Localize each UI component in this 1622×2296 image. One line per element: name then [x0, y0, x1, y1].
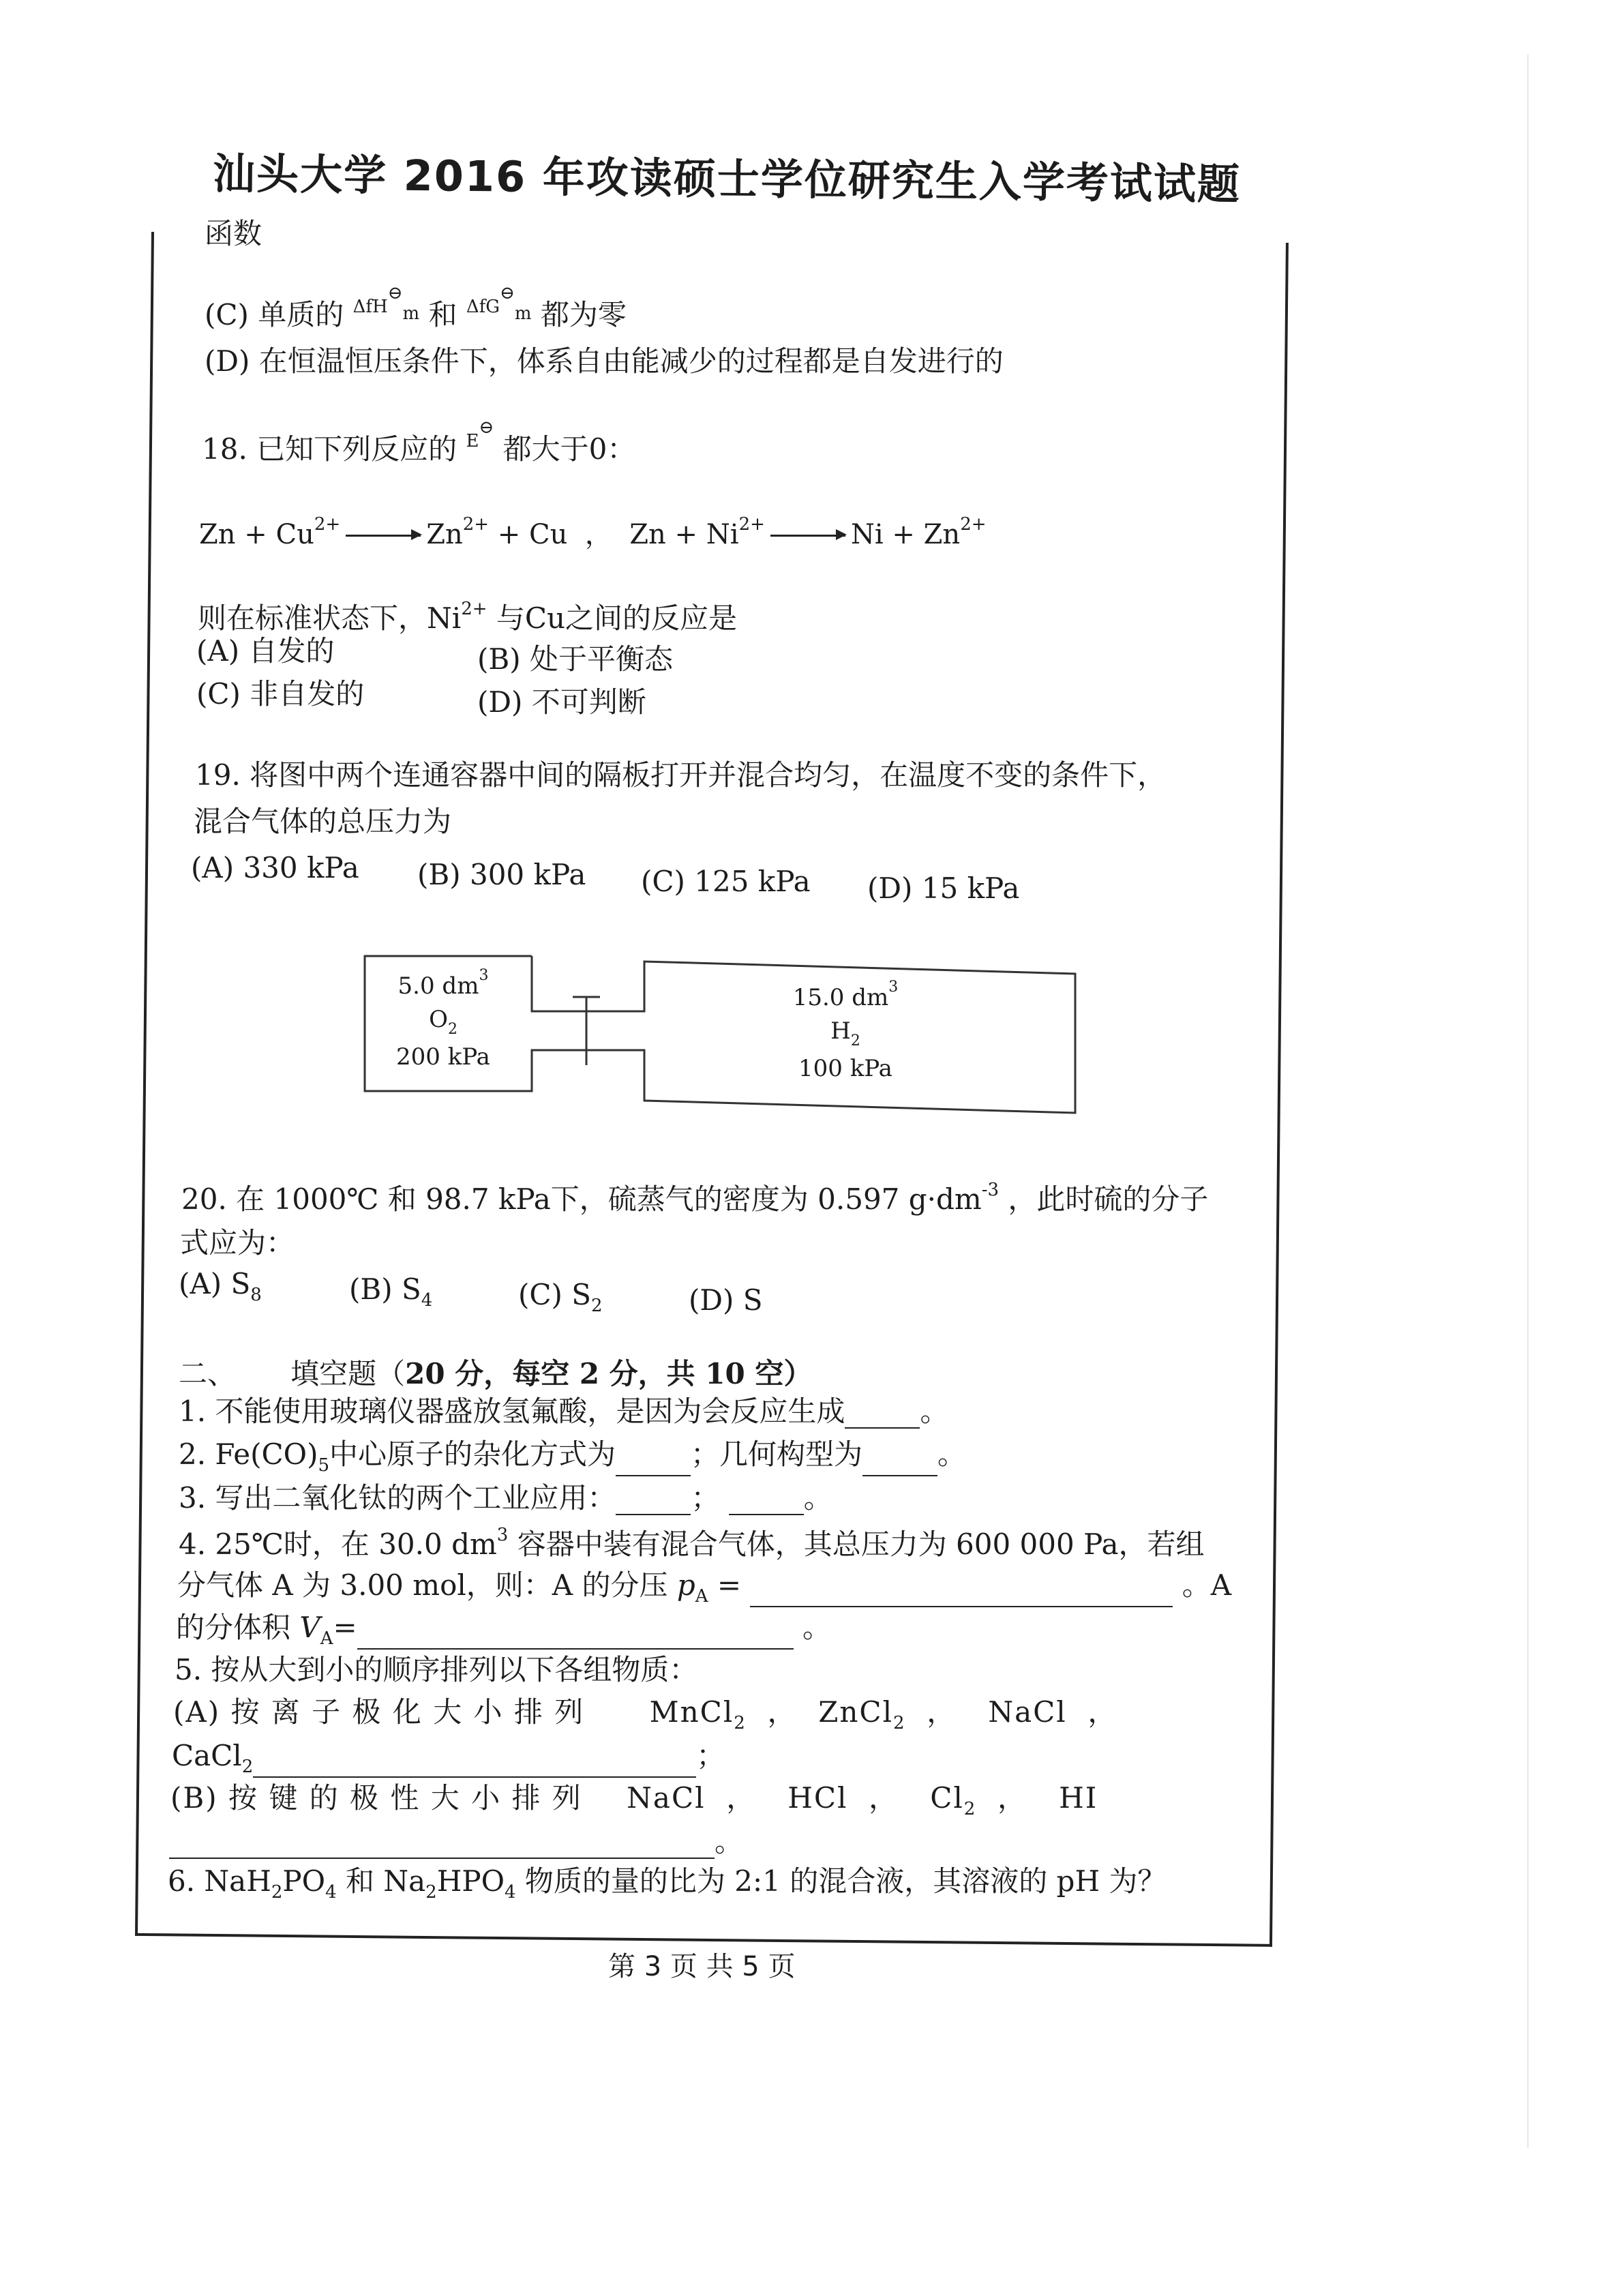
- q-text: 20. 在 1000℃ 和 98.7 kPa下，硫蒸气的密度为 0.597 g·dm: [181, 1182, 982, 1216]
- fill-5: 5. 按从大到小的顺序排列以下各组物质：: [175, 1653, 698, 1686]
- question-20-line1: 20. 在 1000℃ 和 98.7 kPa下，硫蒸气的密度为 0.597 $g\cdot dm^{-3}$ ，此时硫的分子: [181, 1180, 1209, 1216]
- fill-text: 中心原子的杂化方式为: [329, 1437, 616, 1471]
- answer-blank[interactable]: [862, 1475, 937, 1476]
- answer-blank[interactable]: [616, 1475, 691, 1476]
- fill-3: 3. 写出二氧化钛的两个工业应用： ； 。: [179, 1481, 832, 1515]
- page-number: 第 3 页 共 5 页: [608, 1951, 796, 1982]
- volume-text: 15.0 dm: [792, 984, 889, 1011]
- fill-4-line2: 分气体 A 为 3.00 mol，则：A 的分压 $p_A$ = 。A: [177, 1568, 1232, 1607]
- q19-option-c: (C) 125 kPa: [641, 865, 811, 898]
- fill-text: 容器中装有混合气体，其总压力为 600 000 Pa，若组: [517, 1527, 1205, 1561]
- q18-option-b: (B) 处于平衡态: [477, 642, 673, 676]
- gas-text: H: [830, 1017, 851, 1045]
- fill-text: 1. 不能使用玻璃仪器盛放氢氟酸，是因为会反应生成: [179, 1395, 845, 1428]
- fill-5b-line2: 。: [169, 1825, 743, 1859]
- answer-blank[interactable]: [616, 1514, 691, 1515]
- emf-symbol: E⊖: [466, 417, 494, 451]
- q-text: ，此时硫的分子: [1008, 1182, 1209, 1216]
- gas-text: O: [429, 1006, 448, 1034]
- fill-4-line3: 的分体积 $V_A=$ 。: [176, 1611, 832, 1649]
- option-text: (C) 单质的: [205, 298, 344, 331]
- reaction-equations: $Zn + Cu^{2+}$ $Zn^{2+} + Cu$ ， $Zn + Ni^{2+}$ $Ni + Zn^{2+}$: [199, 514, 987, 550]
- answer-blank[interactable]: [169, 1858, 715, 1859]
- q18-option-c: (C) 非自发的: [196, 677, 365, 711]
- fill-1: 1. 不能使用玻璃仪器盛放氢氟酸，是因为会反应生成 。: [179, 1395, 949, 1428]
- option-text: 和: [428, 298, 457, 331]
- fill-text: (A) 按 离 子 极 化 大 小 排 列: [173, 1695, 585, 1729]
- option-d: (D) 在恒温恒压条件下，体系自由能减少的过程都是自发进行的: [205, 344, 1004, 378]
- fill-text: 分气体 A 为 3.00 mol，则：A 的分压: [177, 1568, 668, 1602]
- q20-option-d: (D) S: [689, 1283, 763, 1317]
- symbol-text: ΔfH: [352, 297, 388, 317]
- enthalpy-symbol: ΔfH⊖m: [352, 283, 420, 324]
- fill-4-line1: 4. 25℃时，在 30.0 $dm^3$ 容器中装有混合气体，其总压力为 600 000 Pa，若组: [179, 1525, 1205, 1561]
- fill-text: 6. NaH: [168, 1864, 271, 1898]
- opt-text: (A) S: [179, 1267, 251, 1300]
- text-line: 函数: [205, 217, 262, 250]
- answer-blank[interactable]: [357, 1648, 794, 1650]
- q19-option-a: (A) 330 kPa: [191, 851, 359, 884]
- fill-5b-line1: (B) 按 键 的 极 性 大 小 排 列 NaCl ， HCl ， $Cl_2$ ， HI: [170, 1781, 1098, 1819]
- opt-text: (B) S: [349, 1272, 421, 1306]
- section-2-heading: [179, 1357, 812, 1391]
- q-text: 则在标准状态下，Ni: [198, 601, 462, 635]
- q-text: 18. 已知下列反应的: [202, 432, 457, 466]
- option-text: 都为零: [540, 298, 627, 331]
- fill-text: (B) 按 键 的 极 性 大 小 排 列: [170, 1781, 582, 1815]
- fill-text: PO: [282, 1864, 326, 1898]
- volume-text: 5.0 dm: [397, 972, 479, 1000]
- heading-text: 20 分，每空 2 分，共 10 空）: [405, 1357, 813, 1390]
- q18-option-a: (A) 自发的: [196, 634, 335, 668]
- question-19-line2: 混合气体的总压力为: [194, 805, 452, 838]
- fill-text: 4. 25℃时，在 30.0 dm: [179, 1527, 497, 1561]
- symbol-text: E: [466, 431, 479, 451]
- q19-option-d: (D) 15 kPa: [867, 871, 1020, 905]
- fill-text: CaCl: [172, 1739, 242, 1772]
- fill-5a-line1: (A) 按 离 子 极 化 大 小 排 列 MnCl$_2$ ， ZnCl$_2$ ， NaCl ，: [173, 1695, 1118, 1733]
- fill-text: 物质的量的比为 2:1 的混合液，其溶液的 pH 为？: [515, 1864, 1167, 1898]
- fill-5a-line2: CaCl$_2$ ；: [172, 1739, 725, 1777]
- heading-num: 二、: [179, 1357, 237, 1390]
- q20-option-a: (A) $S_8$: [179, 1267, 262, 1305]
- gibbs-symbol: ΔfG⊖m: [466, 283, 532, 324]
- fill-text: 2. Fe(CO): [179, 1437, 318, 1471]
- q20-option-c: (C) $S_2$: [518, 1278, 603, 1316]
- q19-option-b: (B) 300 kPa: [417, 858, 586, 891]
- heading-text: 填空题（: [290, 1357, 406, 1390]
- fill-text: 和 Na: [336, 1864, 426, 1898]
- q-text: 都大于0：: [502, 432, 636, 466]
- fill-text: 3. 写出二氧化钛的两个工业应用：: [179, 1481, 616, 1515]
- question-19-line1: 19. 将图中两个连通容器中间的隔板打开并混合均匀，在温度不变的条件下，: [195, 758, 1167, 792]
- q18-option-d: (D) 不可判断: [477, 685, 646, 719]
- answer-blank[interactable]: [750, 1606, 1173, 1607]
- pressure-text: 200 kPa: [396, 1043, 490, 1071]
- answer-blank[interactable]: [845, 1427, 920, 1429]
- question-18-ask: 则在标准状态下，$Ni^{2+}$ 与Cu之间的反应是: [198, 599, 738, 635]
- q20-option-b: (B) $S_4$: [349, 1272, 433, 1311]
- answer-blank[interactable]: [729, 1514, 804, 1515]
- page-title: 汕头大学 2016 年攻读硕士学位研究生入学考试试题: [212, 149, 1242, 209]
- opt-text: (C) S: [518, 1278, 592, 1311]
- right-container-label: 15.0 $dm^3$ $H_2$ 100 kPa: [792, 979, 899, 1083]
- fill-text: ；几何构型为: [691, 1437, 863, 1471]
- left-container-label: 5.0 $dm^3$ $O_2$ 200 kPa: [396, 967, 490, 1071]
- pressure-text: 100 kPa: [798, 1055, 892, 1083]
- fill-text: 。A: [1182, 1568, 1232, 1602]
- answer-blank[interactable]: [253, 1776, 696, 1778]
- fill-6: 6. $NaH_2PO_4$ 和 $Na_2HPO_4$ 物质的量的比为 2:1 的混合液，其溶液的 pH 为？: [168, 1864, 1167, 1903]
- fill-2: 2. $Fe(CO)_5$中心原子的杂化方式为 ；几何构型为 。: [179, 1437, 967, 1476]
- question-20-line2: 式应为：: [180, 1226, 295, 1259]
- fill-text: HPO: [436, 1864, 505, 1898]
- q-text: 与Cu之间的反应是: [496, 601, 738, 635]
- symbol-text: ΔfG: [466, 297, 500, 317]
- fill-text: 的分体积: [176, 1611, 291, 1644]
